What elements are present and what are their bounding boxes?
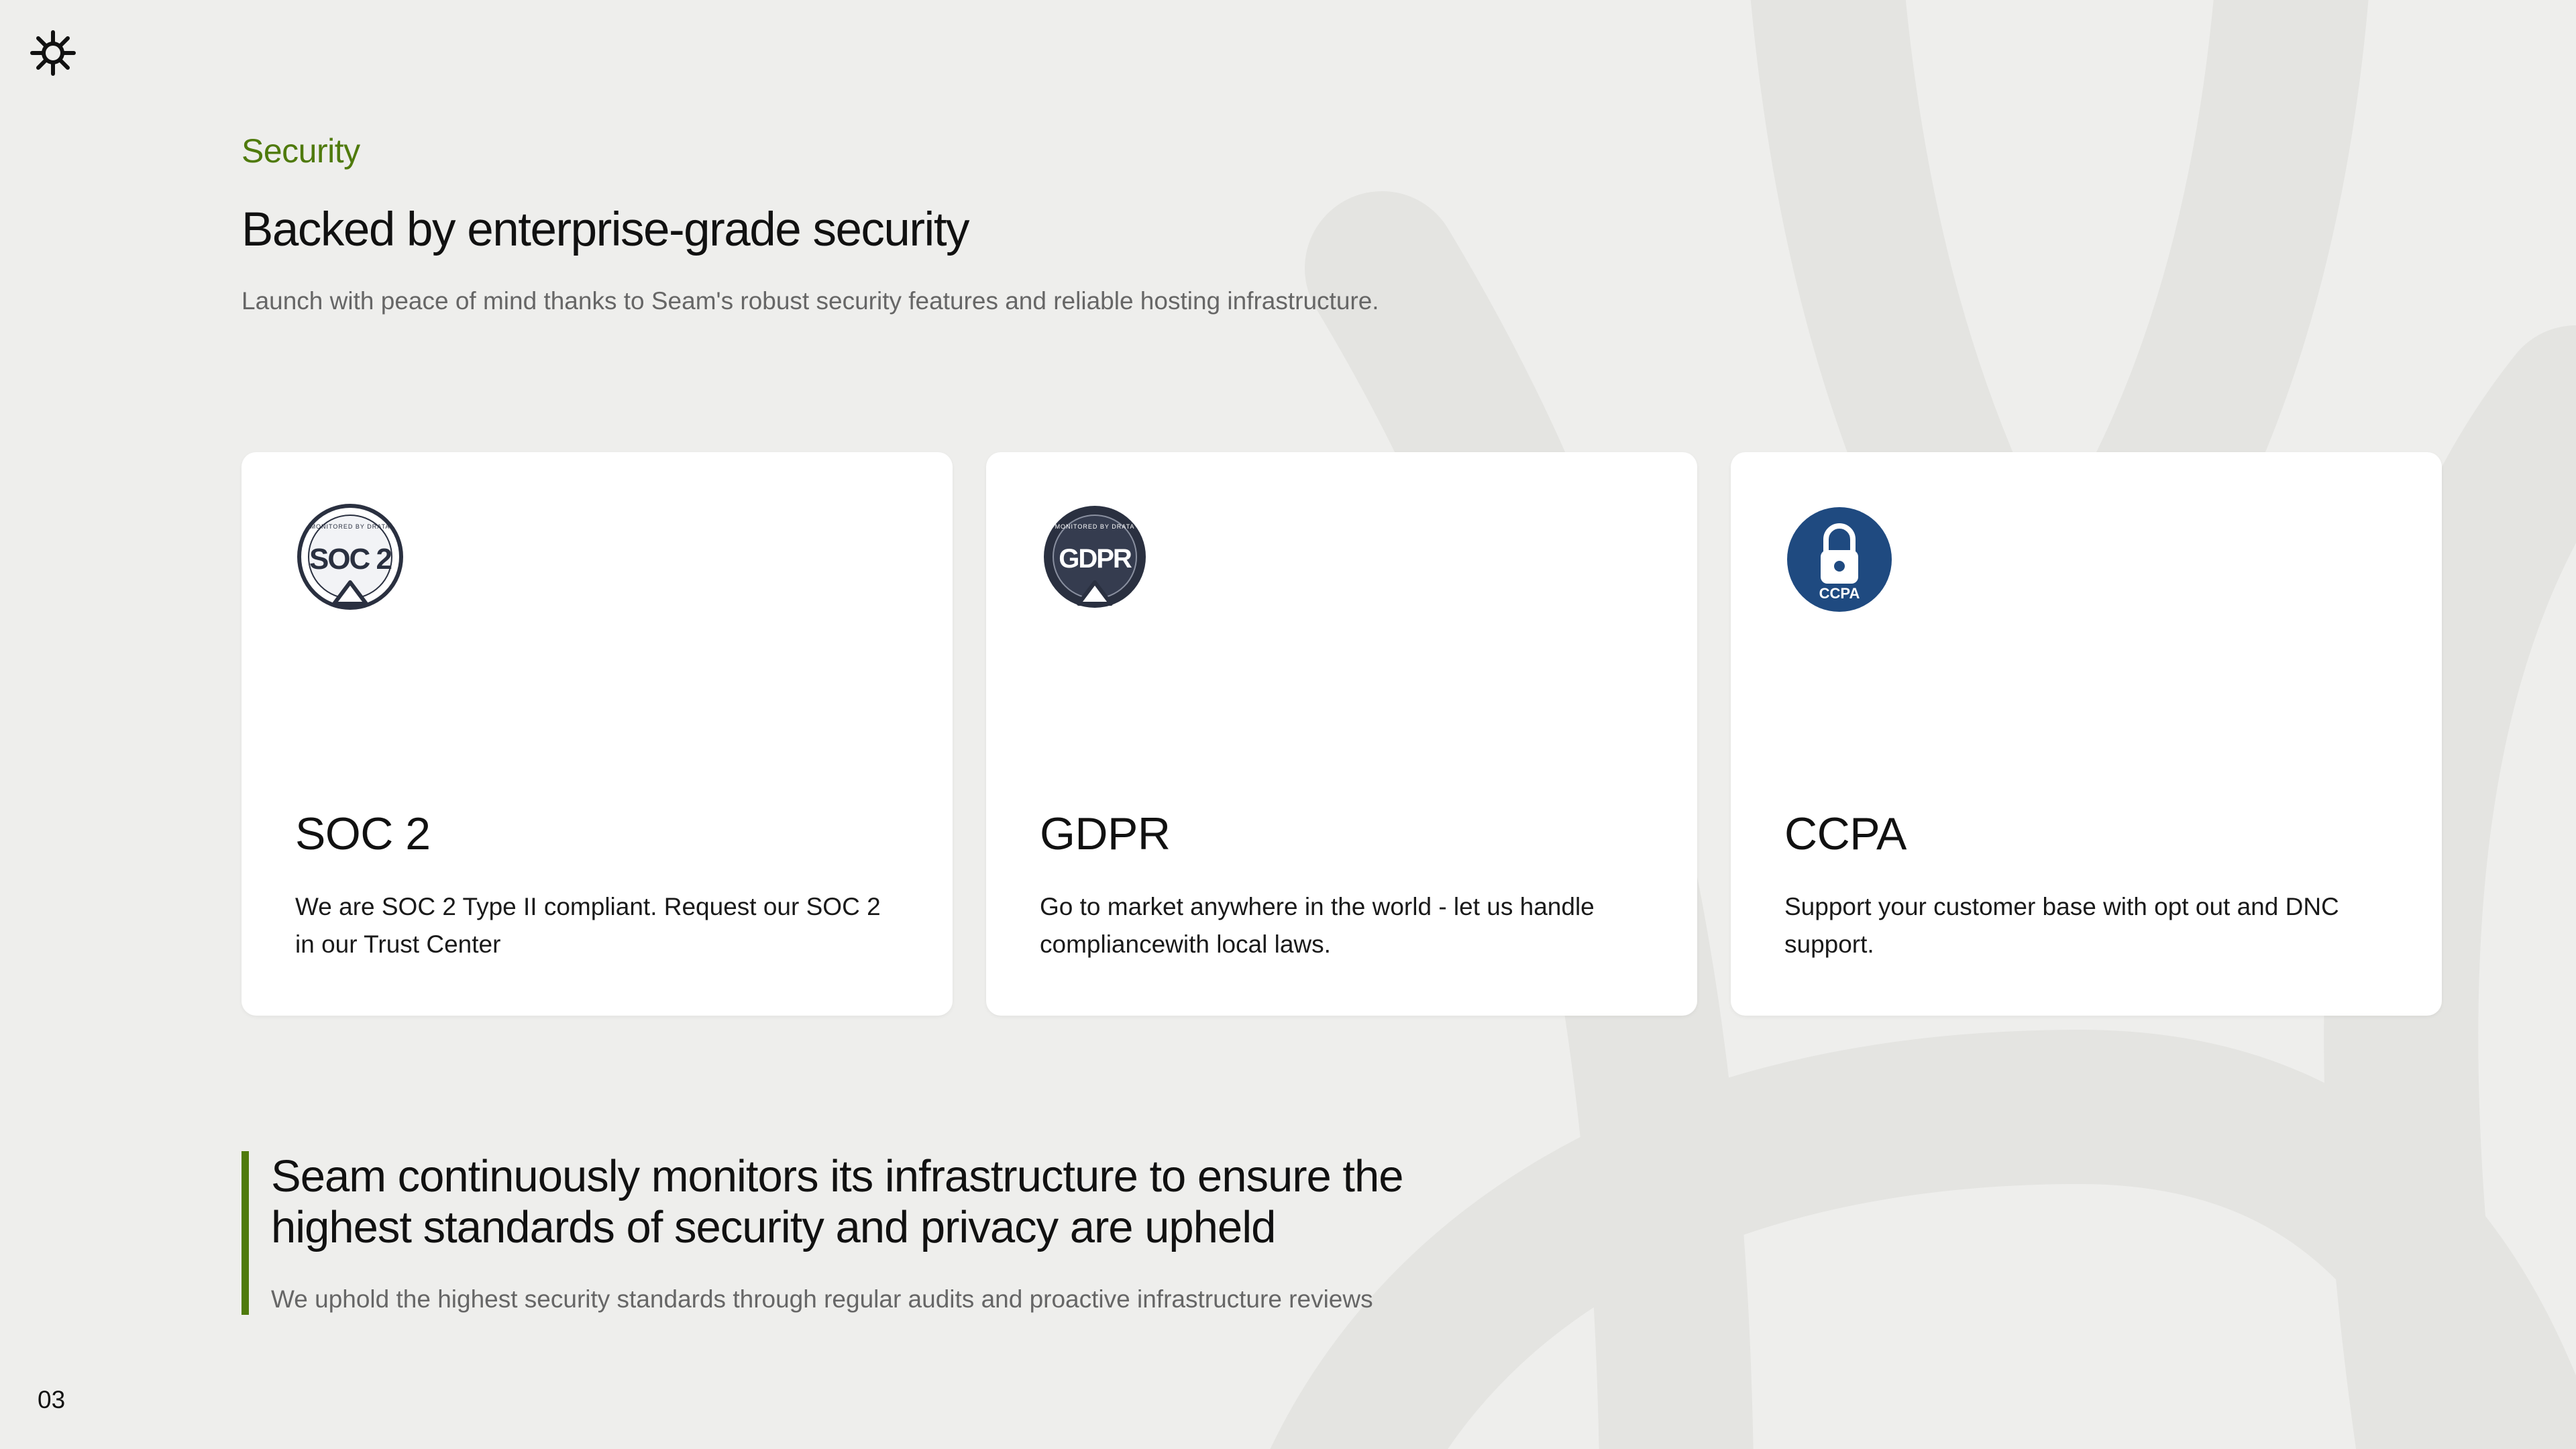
card-title: SOC 2: [295, 808, 431, 859]
card-title: GDPR: [1040, 808, 1171, 859]
page-title: Backed by enterprise-grade security: [241, 203, 969, 256]
section-label: Security: [241, 132, 360, 170]
card-description: Support your customer base with opt out and DNC support.: [1784, 893, 2339, 958]
card-description: We are SOC 2 Type II compliant. Request our SOC 2 in our Trust Center: [295, 893, 881, 958]
svg-text:MONITORED BY DRATA: MONITORED BY DRATA: [310, 523, 390, 530]
callout-subtitle: We uphold the highest security standards through regular audits and proactive infrastructure reviews: [271, 1285, 1373, 1313]
page-number: 03: [38, 1386, 66, 1413]
gdpr-badge-icon: [1038, 503, 1151, 616]
svg-text:GDPR: GDPR: [1059, 544, 1131, 574]
card-ccpa: [1731, 452, 2442, 1016]
card-soc2: [241, 452, 953, 1016]
ccpa-badge-icon: [1783, 503, 1896, 616]
callout-title: Seam continuously monitors its infrastructure to ensure the highest standards of security and privacy are upheld: [271, 1151, 1403, 1252]
svg-text:CCPA: CCPA: [1819, 585, 1860, 602]
card-description: Go to market anywhere in the world - let us handle compliancewith local laws.: [1040, 893, 1595, 958]
svg-text:SOC 2: SOC 2: [309, 543, 392, 576]
card-gdpr: [986, 452, 1697, 1016]
soc2-badge-icon: [294, 503, 407, 616]
seam-logo-icon: [30, 30, 76, 76]
page-subtitle: Launch with peace of mind thanks to Seam's robust security features and reliable hosting infrastructure.: [241, 287, 1379, 315]
svg-text:MONITORED BY DRATA: MONITORED BY DRATA: [1055, 523, 1135, 530]
compliance-cards: [241, 452, 2442, 1016]
callout-block: [241, 1151, 1449, 1315]
card-title: CCPA: [1784, 808, 1907, 859]
callout-accent-bar: [241, 1151, 249, 1315]
